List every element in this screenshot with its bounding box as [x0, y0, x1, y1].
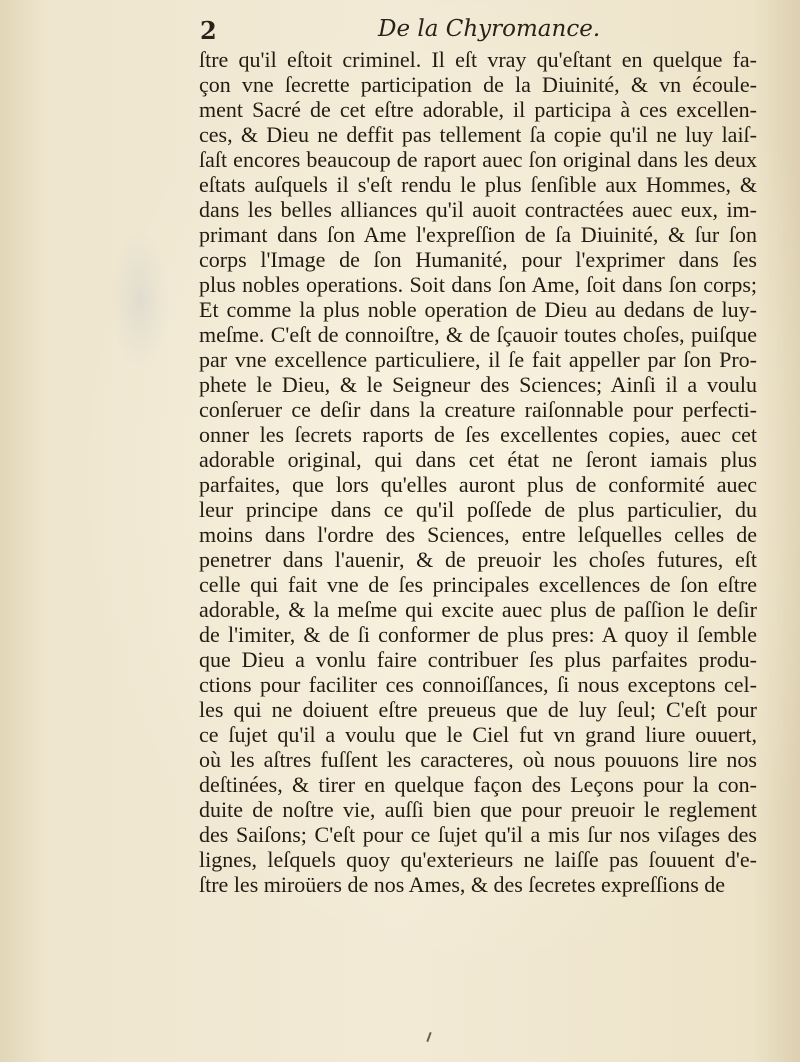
text-line: ces, & Dieu ne deffit pas tellement ſa copie qu'il ne luy laiſ- [199, 122, 757, 147]
page-header [0, 16, 800, 46]
text-line: ment Sacré de cet eſtre adorable, il participa à ces excellen- [199, 97, 757, 122]
text-line: çon vne ſecrette participation de la Diuinité, & vn écoule- [199, 72, 757, 97]
text-line: deſtinées, & tirer en quelque façon des Leçons pour la con- [199, 772, 757, 797]
text-line: Et comme la plus noble operation de Dieu au dedans de luy- [199, 297, 757, 322]
text-line: moins dans l'ordre des Sciences, entre leſquelles celles de [199, 522, 757, 547]
text-line: lignes, leſquels quoy qu'exterieurs ne laiſſe pas ſouuent d'e- [199, 847, 757, 872]
text-line: dans les belles alliances qu'il auoit contractées auec eux, im- [199, 197, 757, 222]
text-line: que Dieu a vonlu faire contribuer ſes plus parfaites produ- [199, 647, 757, 672]
running-head: De la Chyromance. [378, 16, 601, 42]
paper-stain [110, 230, 170, 370]
text-line: plus nobles operations. Soit dans ſon Ame, ſoit dans ſon corps; [199, 272, 757, 297]
text-line: adorable, & la meſme qui excite auec plus de paſſion le deſir [199, 597, 757, 622]
text-line: par vne excellence particuliere, il ſe fait appeller par ſon Pro- [199, 347, 757, 372]
text-line: de l'imiter, & de ſi conformer de plus pres: A quoy il ſemble [199, 622, 757, 647]
text-line: meſme. C'eſt de connoiſtre, & de ſçauoir toutes choſes, puiſque [199, 322, 757, 347]
text-line: adorable original, qui dans cet état ne ſeront iamais plus [199, 447, 757, 472]
text-line: ſtre les miroüers de nos Ames, & des ſecretes expreſſions de [199, 872, 726, 897]
text-line: corps l'Image de ſon Humanité, pour l'exprimer dans ſes [199, 247, 757, 272]
text-line: phete le Dieu, & le Seigneur des Sciences; Ainſi il a voulu [199, 372, 757, 397]
text-line: ſaſt encores beaucoup de raport auec ſon original dans les deux [199, 147, 757, 172]
text-line: onner les ſecrets raports de ſes excellentes copies, auec cet [199, 422, 757, 447]
text-line: penetrer dans l'auenir, & de preuoir les choſes futures, eſt [199, 547, 757, 572]
text-line: parfaites, que lors qu'elles auront plus de conformité auec [199, 472, 757, 497]
page-number: 2 [200, 16, 217, 45]
text-line: les qui ne doiuent eſtre preueus que de luy ſeul; C'eſt pour [199, 697, 757, 722]
text-line: ctions pour faciliter ces connoiſſances, ſi nous exceptons cel- [199, 672, 757, 697]
text-line: conſeruer ce deſir dans la creature raiſonnable pour perfecti- [199, 397, 757, 422]
margin-mark [426, 1032, 431, 1042]
text-line: ce ſujet qu'il a voulu que le Ciel fut vn grand liure ouuert, [199, 722, 757, 747]
body-text [199, 47, 757, 897]
text-line: des Saiſons; C'eſt pour ce ſujet qu'il a mis ſur nos viſages des [199, 822, 757, 847]
text-line: où les aſtres fuſſent les caracteres, où nous pouuons lire nos [199, 747, 757, 772]
text-line: leur principe dans ce qu'il poſſede de plus particulier, du [199, 497, 757, 522]
text-line: duite de noſtre vie, auſſi bien que pour preuoir le reglement [199, 797, 757, 822]
text-line: ſtre qu'il eſtoit criminel. Il eſt vray qu'eſtant en quelque fa- [199, 47, 757, 72]
text-line: celle qui fait vne de ſes principales excellences de ſon eſtre [199, 572, 757, 597]
text-line: eſtats auſquels il s'eſt rendu le plus ſenſible aux Hommes, & [199, 172, 757, 197]
text-line: primant dans ſon Ame l'expreſſion de ſa Diuinité, & ſur ſon [199, 222, 757, 247]
